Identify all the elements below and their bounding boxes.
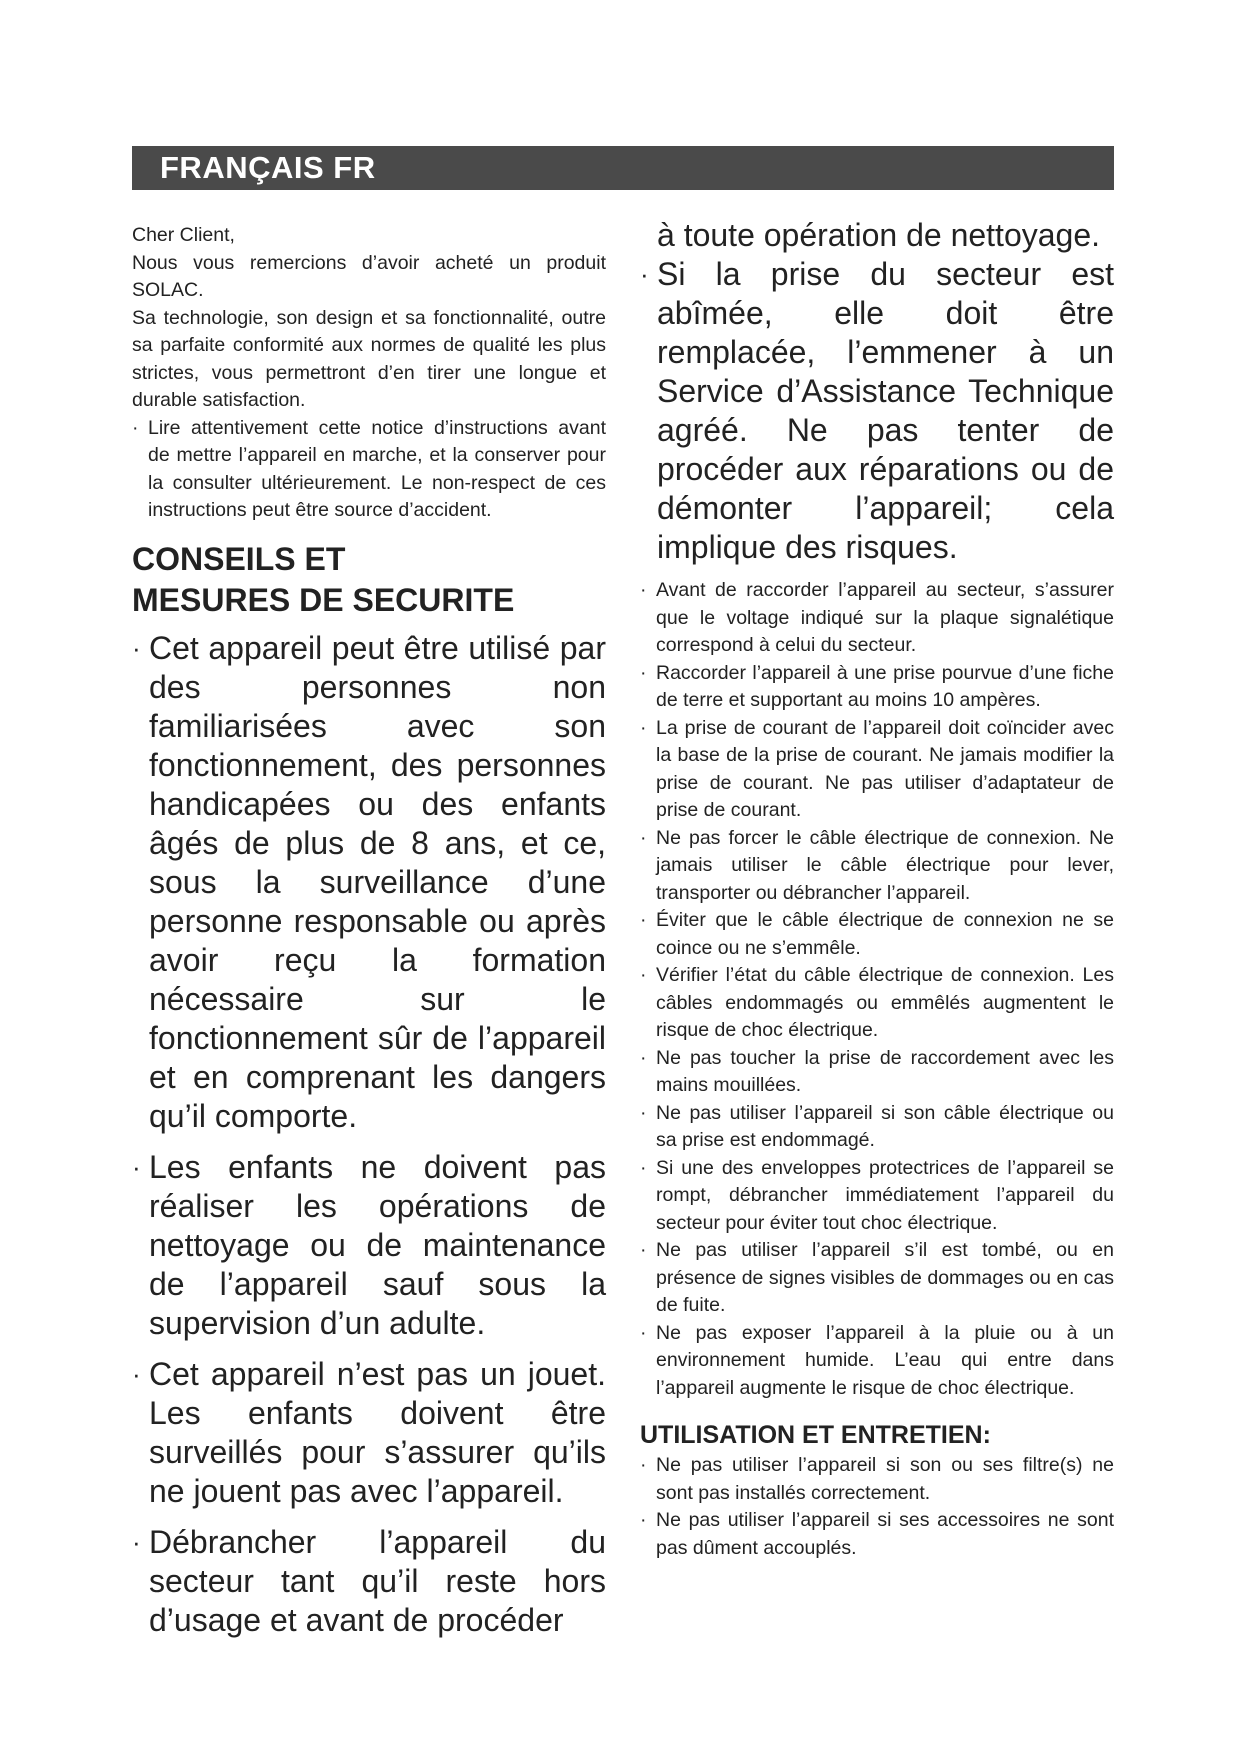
intro-list <box>132 415 606 525</box>
safety-big-item: · Cet appareil n’est pas un jouet. Les enfants doivent être surveillés pour s’assurer qu’ils ne jouent pas avec l’appareil. <box>132 1355 606 1511</box>
safety-big-item: · Si la prise du secteur est abîmée, elle doit être remplacée, l’emmener à un Service d’Assistance Technique agréé. Ne pas tenter de procéder aux réparations ou de démonter l’appareil; cela implique des risques. <box>640 255 1114 567</box>
intro-section <box>132 222 606 525</box>
safety-small-item: · Si une des enveloppes protectrices de l’appareil se rompt, débrancher immédiatement l’appareil du secteur pour éviter tout choc électrique. <box>640 1155 1114 1238</box>
usage-item: · Ne pas utiliser l’appareil si son ou ses filtre(s) ne sont pas installés correctement. <box>640 1452 1114 1507</box>
intro-greeting: Cher Client, <box>132 224 235 246</box>
usage-item: · Ne pas utiliser l’appareil si ses accessoires ne sont pas dûment accouplés. <box>640 1507 1114 1562</box>
safety-continuation: à toute opération de nettoyage. <box>657 217 1101 253</box>
safety-small-item: · Éviter que le câble électrique de connexion ne se coince ou ne s’emmêle. <box>640 907 1114 962</box>
safety-small-item: · Ne pas exposer l’appareil à la pluie ou à un environnement humide. L’eau qui entre dans l’appareil augmente le risque de choc électrique. <box>640 1320 1114 1403</box>
safety-section-title <box>132 539 606 621</box>
intro-tech: Sa technologie, son design et sa fonctionnalité, outre sa parfaite conformité aux normes de qualité les plus strictes, vous permettront d’en tirer une longue et durable satisfaction. <box>132 306 606 411</box>
safety-small-item: · La prise de courant de l’appareil doit coïncider avec la base de la prise de courant. Ne jamais modifier la prise de courant. Ne pas utiliser d’adaptateur de prise de courant. <box>640 715 1114 825</box>
left-column <box>132 222 606 1652</box>
safety-title-line2: MESURES DE SECURITE <box>132 581 515 618</box>
language-header-bar <box>132 146 1114 190</box>
safety-title-line1: CONSEILS ET <box>132 540 346 577</box>
safety-small-item: · Avant de raccorder l’appareil au secteur, s’assurer que le voltage indiqué sur la plaque signalétique correspond à celui du secteur. <box>640 577 1114 660</box>
safety-big-item: · Les enfants ne doivent pas réaliser les opérations de nettoyage ou de maintenance de l’appareil sauf sous la supervision d’un adulte. <box>132 1148 606 1343</box>
safety-small-list <box>640 577 1114 1402</box>
safety-small-item: · Raccorder l’appareil à une prise pourvue d’une fiche de terre et supportant au moins 10 ampères. <box>640 660 1114 715</box>
safety-big-item: · Débrancher l’appareil du secteur tant qu’il reste hors d’usage et avant de procéder <box>132 1523 606 1640</box>
usage-list <box>640 1452 1114 1562</box>
intro-thanks: Nous vous remercions d’avoir acheté un produit SOLAC. <box>132 251 606 301</box>
safety-big-list-right <box>640 255 1114 567</box>
safety-big-list <box>132 629 606 1640</box>
safety-small-item: · Vérifier l’état du câble électrique de connexion. Les câbles endommagés ou emmêlés augmentent le risque de choc électrique. <box>640 962 1114 1045</box>
safety-small-item: · Ne pas toucher la prise de raccordement avec les mains mouillées. <box>640 1045 1114 1100</box>
safety-small-item: · Ne pas forcer le câble électrique de connexion. Ne jamais utiliser le câble électrique pour lever, transporter ou débrancher l’appareil. <box>640 825 1114 908</box>
language-title: FRANÇAIS FR <box>160 150 376 185</box>
safety-big-item: · Cet appareil peut être utilisé par des personnes non familiarisées avec son fonctionnement, des personnes handicapées ou des enfants âgés de plus de 8 ans, et ce, sous la surveillance d’une personne responsable ou après avoir reçu la formation nécessaire sur le fonctionnement sûr de l’appareil et en comprenant les dangers qu’il comporte. <box>132 629 606 1136</box>
usage-section-title: UTILISATION ET ENTRETIEN: <box>640 1421 991 1449</box>
safety-small-item: · Ne pas utiliser l’appareil si son câble électrique ou sa prise est endommagé. <box>640 1100 1114 1155</box>
read-notice-item: · Lire attentivement cette notice d’instructions avant de mettre l’appareil en marche, et la conserver pour la consulter ultérieurement. Le non-respect de ces instructions peut être source d’accident. <box>132 415 606 525</box>
safety-small-item: · Ne pas utiliser l’appareil s’il est tombé, ou en présence de signes visibles de dommages ou en cas de fuite. <box>640 1237 1114 1320</box>
right-column <box>640 216 1114 1562</box>
